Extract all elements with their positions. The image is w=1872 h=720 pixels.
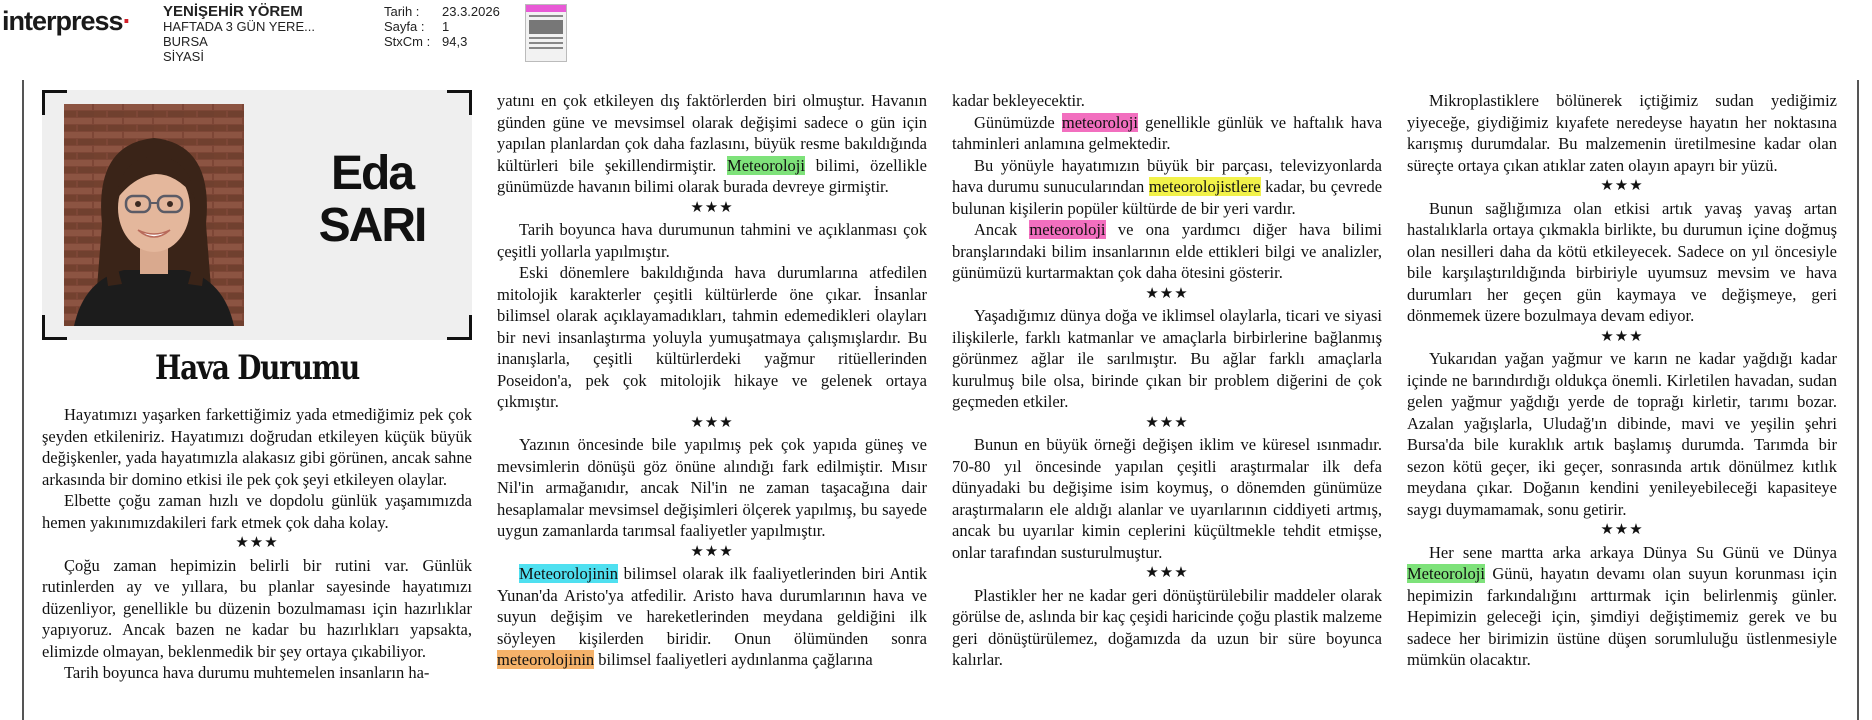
section-separator-stars: ★★★ [1145,565,1189,581]
thumbnail-image [529,20,563,34]
keyword-highlight: Meteoroloji [727,155,805,175]
clipping-header [0,0,1872,66]
section-separator-stars: ★★★ [1145,414,1189,431]
date-label: Tarih : [384,4,420,19]
paragraph: Plastikler her ne kadar geri dönüştürülebilir maddeler olarak görülse de, aslında bir kaç çeşidi haricinde çoğu plastik malzeme geri dönüştürülemez, doğamızda da uzun bir süre boyunca kalırlar. [952,585,1382,669]
paragraph: Tarih boyunca hava durumu muhtemelen insanların ha- [64,663,430,682]
date-value: 23.3.2026 [442,4,500,19]
text-column-4 [1407,90,1837,671]
left-border-rule [22,80,24,720]
thumbnail-line [529,47,563,49]
paragraph: Yaşadığımız dünya doğa ve iklimsel olaylarla, ticari ve siyasi ilişkilerle, farklı katmanlar ve amaçlarla birbirlerine bağlanmış görünmez ağlar ile sarılmıştır. Bu ağlar farklı amaçlarla kurulmuş bile olsa, birinde çıkan bir problem diğerini de çok geçmeden etkiler. [952,306,1382,411]
text-run: bilimsel faaliyetleri aydınlanma çağlarına [598,650,873,669]
paragraph [952,219,1382,284]
paragraph: Mikroplastiklere bölünerek içtiğimiz sudan yediğimiz yiyeceğe, giydiğimiz kıyafete neredeyse hayatın her noktasına karışmış durumdalar. Bu malzemenin üretilmesine kadar olan süreçte ortaya çıkan atıklar zaten olayın apayrı bir yüzü. [1407,91,1837,175]
paragraph [497,90,927,198]
logo-dot: · [122,6,131,36]
paragraph: Yukarıdan yağan yağmur ve karın ne kadar yağdığı kadar içinde ne barındırdığı oldukça önemli. Kirletilen havadan, sudan gelen yağmur yağdığı yerde de toprağı kirletir, tarımı bozar. Azalan yağışlarla, Uludağ'ın dibinde, mavi ve yeşilin şehri Bursa'da bile kuraklık artık başlamış durumda. Tarımda bir sezon kötü geçer, iki geçer, sonrasında artık dönülmez kıtlık meydana çıkar. Doğanın kendini yenileyebileceği kapasiteye saygı duymamamak, sonu getirir. [1407,349,1837,519]
paragraph: Elbette çoğu zaman hızlı ve dopdolu günlük yaşamımızda hemen yakınımızdakileri fark etmek çok daha kolay. [42,491,472,532]
article-title: Hava Durumu [154,348,360,388]
publication-info [163,4,315,64]
stxcm-row [384,34,500,49]
text-column-1 [42,404,472,684]
thumbnail-masthead [526,5,566,12]
keyword-highlight: meteoroloji [1029,220,1106,239]
paragraph: Eski dönemlere bakıldığında hava durumlarına atfedilen mitolojik karakterler çeşitli kültürlerde öne çıkar. İnsanlar bilimsel olarak açıklayamadıkları, tahmin edemedikleri olayları bir nevi insanlaştırma yoluyla yumuşatmaya çalışmışlardır. Bu inanışlarla, çeşitli kültürlerdeki yağmur ritüellerinden Poseidon'a, pek çok mitolojik hikaye ve gelenek ortaya çıkmıştır. [497,263,927,411]
date-row [384,4,500,19]
stxcm-label: StxCm : [384,34,431,49]
publication-name: YENİŞEHİR YÖREM [163,3,303,20]
author-photo [64,104,244,326]
paragraph: Çoğu zaman hepimizin belirli bir rutini var. Günlük rutinlerden ay ve yıllara, bu planlar sayesinde hayatımızı düzenliyor, genellikle bu düzenin bozulmaması için hazırlıklar yapıyoruz. Ancak bazen ne kadar bu hazırlıkları yapsakta, elimizde olmayan, beklenmedik bir şey ortaya çıkabiliyor. [42,555,472,661]
paragraph [497,563,927,671]
section-separator-stars: ★★★ [690,199,734,216]
keyword-highlight: meteorolojinin [497,650,595,669]
paragraph: Bunun en büyük örneği değişen iklim ve küresel ısınmadır. 70-80 yıl öncesinde yapılan çeşitli araştırmalar ilk defa dünyadaki bu değişime isim koymuş, o dönemden günümüze araştırmaların ele aldığı alanlar ve uyarılarının ciddiyeti artmış, ancak bu uyarılar kimin ceplerini küçültmekle tehdit etmişse, onlar tarafından susturulmuştur. [952,435,1382,562]
text-column-3 [952,90,1382,671]
keyword-highlight: meteorolojistlere [1148,177,1261,196]
keyword-highlight: Meteorolojinin [519,564,618,583]
page-label: Sayfa : [384,19,425,34]
text-run: Günümüzde [974,112,1055,132]
text-run: bilimi, özellikle günümüzde havanın bilimi olarak burada devreye girmiştir. [497,155,927,196]
section-separator-stars: ★★★ [1600,178,1644,194]
logo-text: interpress [2,6,123,36]
author-name [292,148,452,252]
author-box [42,90,472,340]
page-thumbnail[interactable] [525,4,567,62]
text-run: kadar, bu çevrede bulunan kişilerin popüler kültürde de bir yeri vardır. [952,177,1383,218]
text-run: Bu yönüyle hayatımızın büyük bir parçası, televizyonlarda hava durumu sunucularından [952,155,1382,196]
section-separator-stars: ★★★ [690,543,734,560]
author-portrait-illustration [64,104,244,326]
thumbnail-line [529,42,563,44]
text-run: Günü, hayatın devamı olan suyun korunması için hepimizin farkındalığını arttırmak için belirlenmiş günler. Hepimizin geleceği için, şimdiyi değiştimemiz gerek ve bu sadece her birimizin üstüne düşen sorumluluğu üstlenmesiyle mümkün olacaktır. [1407,564,1837,669]
text-run: genellikle günlük ve haftalık hava tahminleri anlamına gelmektedir. [952,112,1383,153]
paragraph [952,155,1382,220]
paragraph: Yazının öncesinde bile yapılmış pek çok yapıda güneş ve mevsimlerin dönüşü göz önüne alındığı fark edilmiştir. Mısır Nil'in armağanıdır, ancak Nil'in ne zaman taşacağına dair hesaplamalar mevsimsel değişimleri ölçerek yapılmış, bu sayede uygun zamanlarda tarımsal faaliyetler yapılmıştır. [497,435,927,540]
section-separator-stars: ★★★ [1600,328,1644,345]
page-row [384,19,500,34]
text-column-2 [497,90,927,671]
section-separator-stars: ★★★ [1145,285,1189,302]
section-separator-stars: ★★★ [235,535,279,551]
paragraph: Tarih boyunca hava durumunun tahmini ve açıklanması çok çeşitli yollarla yapılmıştır. [497,220,927,261]
section-separator-stars: ★★★ [1600,522,1644,538]
keyword-highlight: Meteoroloji [1407,564,1485,583]
right-border-rule [1857,80,1859,720]
thumbnail-line [529,15,563,17]
publication-frequency: HAFTADA 3 GÜN YERE... [163,19,315,34]
section-separator-stars: ★★★ [690,414,734,431]
thumbnail-line [529,37,563,39]
paragraph: kadar bekleyecektir. [952,91,1085,110]
paragraph [1407,542,1837,671]
text-run: Her sene martta arka arkaya Dünya Su Günü ve Dünya [1429,542,1837,562]
publication-section: SİYASİ [163,49,204,64]
text-run: Ancak [974,220,1018,239]
keyword-highlight: meteoroloji [1061,112,1138,132]
text-run: yatını en çok etkileyen dış faktörlerden biri olmuştur. Havanın günden güne ve mevsimsel olarak değişimi sadece o gün için yapılan planlardan çok daha fazlasını, büyük resme bakıldığında kültürleri bile şekillendirmiştir. [497,91,927,175]
publication-city: BURSA [163,34,208,49]
text-run: ve ona yardımcı diğer hava bilimi branşlarındaki bilim insanlarının elde ettikleri bilgi ve analizler, günümüzü kurtarmaktan çok daha ötesini gösterir. [952,220,1383,282]
page-value: 1 [442,19,450,34]
interpress-logo [2,6,131,37]
paragraph: Bunun sağlığımıza olan etkisi artık yavaş yavaş artan hastalıklarla ortaya çıkmakla birlikte, bu durumun içine doğmuş olan nesilleri daha da kötü etkileyecek. Sadece on yıl öncesiyle bile karşılaştırıldığında birbiriyle uyumsuz mevsim ve hava durumları her geçen gün kaymaya ve değişmeye, geri dönmemek üzere bozulmaya devam ediyor. [1407,198,1837,325]
corner-bracket [447,90,472,115]
stxcm-value: 94,3 [442,34,468,49]
paragraph: Hayatımızı yaşarken farkettiğimiz yada etmediğimiz pek çok şeyden etkileniriz. Hayatımızı doğrudan etkileyen küçük büyük değişkenler, yada hayatımızla alakasız gibi görünen, ancak sahne arkasında bir domino etkisi ile pek çok şeyi etkileyen olaylar. [42,405,472,489]
author-last-name: SARI [318,199,426,252]
clipping-meta [384,4,500,49]
author-first-name: Eda [330,147,414,200]
corner-bracket [447,315,472,340]
paragraph [952,112,1382,155]
text-run: bilimsel olarak ilk faaliyetlerinden biri Antik Yunan'da Aristo'ya atfedilir. Aristo hava durumlarının hava ve suyun değişim ve hareketlerinden meydana geldiğini ilk söyleyen kişilerden biridir. Onun ölümünden sonra [497,564,927,648]
